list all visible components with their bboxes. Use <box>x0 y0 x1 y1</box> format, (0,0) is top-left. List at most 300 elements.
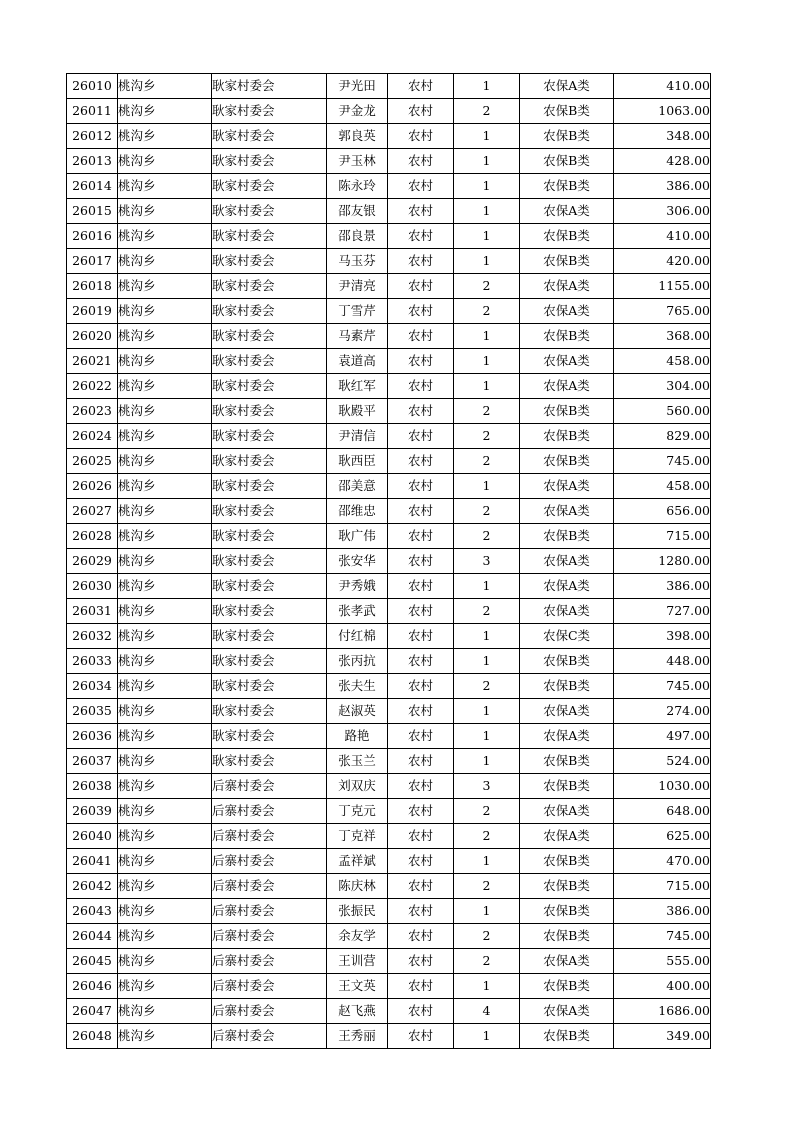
table-row <box>67 999 711 1024</box>
amount-cell: 656.00 <box>614 499 711 524</box>
person-name-cell: 张玉兰 <box>327 749 388 774</box>
table-row <box>67 624 711 649</box>
township-cell: 桃沟乡 <box>118 574 212 599</box>
table-row <box>67 149 711 174</box>
table-row <box>67 274 711 299</box>
household-count-cell: 1 <box>454 374 520 399</box>
person-name-cell: 王文英 <box>327 974 388 999</box>
village-committee-cell: 耿家村委会 <box>212 299 327 324</box>
household-count-cell: 1 <box>454 224 520 249</box>
record-id-cell: 26037 <box>67 749 118 774</box>
village-committee-cell: 耿家村委会 <box>212 474 327 499</box>
insurance-category-cell: 农保A类 <box>520 274 614 299</box>
person-name-cell: 张丙抗 <box>327 649 388 674</box>
residence-type-cell: 农村 <box>388 824 454 849</box>
township-cell: 桃沟乡 <box>118 399 212 424</box>
township-cell: 桃沟乡 <box>118 649 212 674</box>
insurance-category-cell: 农保B类 <box>520 874 614 899</box>
household-count-cell: 1 <box>454 174 520 199</box>
residence-type-cell: 农村 <box>388 674 454 699</box>
village-committee-cell: 后寨村委会 <box>212 1024 327 1049</box>
village-committee-cell: 耿家村委会 <box>212 174 327 199</box>
insurance-category-cell: 农保B类 <box>520 124 614 149</box>
person-name-cell: 陈庆林 <box>327 874 388 899</box>
person-name-cell: 丁克祥 <box>327 824 388 849</box>
record-id-cell: 26017 <box>67 249 118 274</box>
village-committee-cell: 耿家村委会 <box>212 149 327 174</box>
amount-cell: 745.00 <box>614 449 711 474</box>
record-id-cell: 26010 <box>67 74 118 99</box>
insurance-category-cell: 农保A类 <box>520 199 614 224</box>
record-id-cell: 26036 <box>67 724 118 749</box>
township-cell: 桃沟乡 <box>118 324 212 349</box>
township-cell: 桃沟乡 <box>118 774 212 799</box>
amount-cell: 745.00 <box>614 924 711 949</box>
township-cell: 桃沟乡 <box>118 224 212 249</box>
village-committee-cell: 耿家村委会 <box>212 74 327 99</box>
residence-type-cell: 农村 <box>388 499 454 524</box>
village-committee-cell: 耿家村委会 <box>212 599 327 624</box>
person-name-cell: 马玉芬 <box>327 249 388 274</box>
person-name-cell: 马素芹 <box>327 324 388 349</box>
table-row <box>67 374 711 399</box>
amount-cell: 410.00 <box>614 74 711 99</box>
residence-type-cell: 农村 <box>388 574 454 599</box>
amount-cell: 398.00 <box>614 624 711 649</box>
household-count-cell: 2 <box>454 799 520 824</box>
residence-type-cell: 农村 <box>388 899 454 924</box>
amount-cell: 348.00 <box>614 124 711 149</box>
residence-type-cell: 农村 <box>388 374 454 399</box>
residence-type-cell: 农村 <box>388 949 454 974</box>
household-count-cell: 2 <box>454 924 520 949</box>
residence-type-cell: 农村 <box>388 224 454 249</box>
residence-type-cell: 农村 <box>388 149 454 174</box>
village-committee-cell: 后寨村委会 <box>212 799 327 824</box>
household-count-cell: 1 <box>454 149 520 174</box>
residence-type-cell: 农村 <box>388 349 454 374</box>
household-count-cell: 2 <box>454 874 520 899</box>
village-committee-cell: 耿家村委会 <box>212 224 327 249</box>
township-cell: 桃沟乡 <box>118 874 212 899</box>
table-row <box>67 599 711 624</box>
residence-type-cell: 农村 <box>388 449 454 474</box>
record-id-cell: 26018 <box>67 274 118 299</box>
insurance-category-cell: 农保B类 <box>520 99 614 124</box>
ledger-table <box>66 73 711 1049</box>
village-committee-cell: 耿家村委会 <box>212 274 327 299</box>
person-name-cell: 付红棉 <box>327 624 388 649</box>
village-committee-cell: 后寨村委会 <box>212 874 327 899</box>
insurance-category-cell: 农保B类 <box>520 249 614 274</box>
household-count-cell: 2 <box>454 399 520 424</box>
person-name-cell: 余友学 <box>327 924 388 949</box>
household-count-cell: 3 <box>454 774 520 799</box>
table-row <box>67 524 711 549</box>
table-row <box>67 774 711 799</box>
amount-cell: 386.00 <box>614 899 711 924</box>
insurance-category-cell: 农保B类 <box>520 449 614 474</box>
township-cell: 桃沟乡 <box>118 724 212 749</box>
person-name-cell: 丁克元 <box>327 799 388 824</box>
residence-type-cell: 农村 <box>388 274 454 299</box>
township-cell: 桃沟乡 <box>118 449 212 474</box>
ledger-body <box>67 74 711 1049</box>
township-cell: 桃沟乡 <box>118 149 212 174</box>
table-row <box>67 799 711 824</box>
township-cell: 桃沟乡 <box>118 624 212 649</box>
insurance-category-cell: 农保A类 <box>520 574 614 599</box>
amount-cell: 1155.00 <box>614 274 711 299</box>
village-committee-cell: 后寨村委会 <box>212 824 327 849</box>
record-id-cell: 26019 <box>67 299 118 324</box>
township-cell: 桃沟乡 <box>118 174 212 199</box>
insurance-category-cell: 农保C类 <box>520 624 614 649</box>
record-id-cell: 26048 <box>67 1024 118 1049</box>
village-committee-cell: 耿家村委会 <box>212 724 327 749</box>
insurance-category-cell: 农保B类 <box>520 849 614 874</box>
village-committee-cell: 耿家村委会 <box>212 674 327 699</box>
table-row <box>67 224 711 249</box>
person-name-cell: 尹光田 <box>327 74 388 99</box>
amount-cell: 648.00 <box>614 799 711 824</box>
record-id-cell: 26022 <box>67 374 118 399</box>
village-committee-cell: 耿家村委会 <box>212 374 327 399</box>
household-count-cell: 2 <box>454 299 520 324</box>
insurance-category-cell: 农保A类 <box>520 374 614 399</box>
township-cell: 桃沟乡 <box>118 374 212 399</box>
household-count-cell: 1 <box>454 699 520 724</box>
household-count-cell: 1 <box>454 74 520 99</box>
person-name-cell: 郭良英 <box>327 124 388 149</box>
village-committee-cell: 耿家村委会 <box>212 624 327 649</box>
residence-type-cell: 农村 <box>388 749 454 774</box>
amount-cell: 1063.00 <box>614 99 711 124</box>
person-name-cell: 耿红军 <box>327 374 388 399</box>
village-committee-cell: 耿家村委会 <box>212 749 327 774</box>
record-id-cell: 26020 <box>67 324 118 349</box>
household-count-cell: 1 <box>454 899 520 924</box>
record-id-cell: 26035 <box>67 699 118 724</box>
township-cell: 桃沟乡 <box>118 924 212 949</box>
township-cell: 桃沟乡 <box>118 299 212 324</box>
amount-cell: 497.00 <box>614 724 711 749</box>
record-id-cell: 26028 <box>67 524 118 549</box>
person-name-cell: 王训营 <box>327 949 388 974</box>
residence-type-cell: 农村 <box>388 99 454 124</box>
household-count-cell: 1 <box>454 849 520 874</box>
amount-cell: 1030.00 <box>614 774 711 799</box>
village-committee-cell: 耿家村委会 <box>212 399 327 424</box>
township-cell: 桃沟乡 <box>118 274 212 299</box>
amount-cell: 625.00 <box>614 824 711 849</box>
person-name-cell: 邵友银 <box>327 199 388 224</box>
residence-type-cell: 农村 <box>388 524 454 549</box>
amount-cell: 560.00 <box>614 399 711 424</box>
table-row <box>67 874 711 899</box>
table-row <box>67 324 711 349</box>
table-row <box>67 349 711 374</box>
person-name-cell: 王秀丽 <box>327 1024 388 1049</box>
township-cell: 桃沟乡 <box>118 949 212 974</box>
township-cell: 桃沟乡 <box>118 124 212 149</box>
record-id-cell: 26047 <box>67 999 118 1024</box>
insurance-category-cell: 农保A类 <box>520 349 614 374</box>
residence-type-cell: 农村 <box>388 774 454 799</box>
township-cell: 桃沟乡 <box>118 549 212 574</box>
amount-cell: 765.00 <box>614 299 711 324</box>
household-count-cell: 2 <box>454 674 520 699</box>
table-row <box>67 849 711 874</box>
household-count-cell: 2 <box>454 824 520 849</box>
table-row <box>67 924 711 949</box>
record-id-cell: 26030 <box>67 574 118 599</box>
village-committee-cell: 耿家村委会 <box>212 499 327 524</box>
insurance-category-cell: 农保B类 <box>520 424 614 449</box>
amount-cell: 715.00 <box>614 874 711 899</box>
township-cell: 桃沟乡 <box>118 699 212 724</box>
village-committee-cell: 耿家村委会 <box>212 449 327 474</box>
record-id-cell: 26041 <box>67 849 118 874</box>
insurance-category-cell: 农保B类 <box>520 224 614 249</box>
insurance-category-cell: 农保A类 <box>520 949 614 974</box>
village-committee-cell: 耿家村委会 <box>212 99 327 124</box>
household-count-cell: 1 <box>454 474 520 499</box>
household-count-cell: 1 <box>454 574 520 599</box>
residence-type-cell: 农村 <box>388 799 454 824</box>
household-count-cell: 2 <box>454 949 520 974</box>
person-name-cell: 邵维忠 <box>327 499 388 524</box>
household-count-cell: 2 <box>454 449 520 474</box>
insurance-category-cell: 农保B类 <box>520 899 614 924</box>
amount-cell: 829.00 <box>614 424 711 449</box>
household-count-cell: 1 <box>454 349 520 374</box>
residence-type-cell: 农村 <box>388 299 454 324</box>
township-cell: 桃沟乡 <box>118 599 212 624</box>
amount-cell: 1280.00 <box>614 549 711 574</box>
household-count-cell: 1 <box>454 749 520 774</box>
village-committee-cell: 耿家村委会 <box>212 249 327 274</box>
residence-type-cell: 农村 <box>388 649 454 674</box>
record-id-cell: 26013 <box>67 149 118 174</box>
table-row <box>67 424 711 449</box>
table-row <box>67 299 711 324</box>
township-cell: 桃沟乡 <box>118 349 212 374</box>
table-row <box>67 824 711 849</box>
amount-cell: 410.00 <box>614 224 711 249</box>
household-count-cell: 2 <box>454 499 520 524</box>
insurance-category-cell: 农保B类 <box>520 524 614 549</box>
village-committee-cell: 耿家村委会 <box>212 424 327 449</box>
record-id-cell: 26032 <box>67 624 118 649</box>
table-row <box>67 474 711 499</box>
household-count-cell: 2 <box>454 599 520 624</box>
amount-cell: 524.00 <box>614 749 711 774</box>
person-name-cell: 刘双庆 <box>327 774 388 799</box>
person-name-cell: 尹金龙 <box>327 99 388 124</box>
insurance-category-cell: 农保B类 <box>520 149 614 174</box>
household-count-cell: 3 <box>454 549 520 574</box>
residence-type-cell: 农村 <box>388 549 454 574</box>
table-row <box>67 99 711 124</box>
household-count-cell: 1 <box>454 199 520 224</box>
residence-type-cell: 农村 <box>388 399 454 424</box>
household-count-cell: 1 <box>454 649 520 674</box>
table-row <box>67 499 711 524</box>
person-name-cell: 赵飞燕 <box>327 999 388 1024</box>
amount-cell: 715.00 <box>614 524 711 549</box>
residence-type-cell: 农村 <box>388 624 454 649</box>
person-name-cell: 张安华 <box>327 549 388 574</box>
village-committee-cell: 耿家村委会 <box>212 574 327 599</box>
village-committee-cell: 后寨村委会 <box>212 924 327 949</box>
residence-type-cell: 农村 <box>388 699 454 724</box>
person-name-cell: 耿西臣 <box>327 449 388 474</box>
insurance-category-cell: 农保A类 <box>520 499 614 524</box>
residence-type-cell: 农村 <box>388 924 454 949</box>
township-cell: 桃沟乡 <box>118 74 212 99</box>
table-row <box>67 574 711 599</box>
residence-type-cell: 农村 <box>388 324 454 349</box>
amount-cell: 304.00 <box>614 374 711 399</box>
record-id-cell: 26012 <box>67 124 118 149</box>
residence-type-cell: 农村 <box>388 999 454 1024</box>
record-id-cell: 26046 <box>67 974 118 999</box>
amount-cell: 555.00 <box>614 949 711 974</box>
insurance-category-cell: 农保B类 <box>520 674 614 699</box>
record-id-cell: 26029 <box>67 549 118 574</box>
insurance-category-cell: 农保A类 <box>520 549 614 574</box>
record-id-cell: 26016 <box>67 224 118 249</box>
household-count-cell: 2 <box>454 274 520 299</box>
household-count-cell: 2 <box>454 99 520 124</box>
amount-cell: 368.00 <box>614 324 711 349</box>
record-id-cell: 26023 <box>67 399 118 424</box>
person-name-cell: 张夫生 <box>327 674 388 699</box>
township-cell: 桃沟乡 <box>118 1024 212 1049</box>
record-id-cell: 26011 <box>67 99 118 124</box>
township-cell: 桃沟乡 <box>118 824 212 849</box>
person-name-cell: 耿广伟 <box>327 524 388 549</box>
insurance-category-cell: 农保B类 <box>520 174 614 199</box>
residence-type-cell: 农村 <box>388 599 454 624</box>
household-count-cell: 2 <box>454 424 520 449</box>
township-cell: 桃沟乡 <box>118 199 212 224</box>
person-name-cell: 路艳 <box>327 724 388 749</box>
village-committee-cell: 后寨村委会 <box>212 974 327 999</box>
household-count-cell: 1 <box>454 724 520 749</box>
residence-type-cell: 农村 <box>388 199 454 224</box>
amount-cell: 386.00 <box>614 174 711 199</box>
village-committee-cell: 耿家村委会 <box>212 124 327 149</box>
household-count-cell: 1 <box>454 324 520 349</box>
township-cell: 桃沟乡 <box>118 499 212 524</box>
table-row <box>67 949 711 974</box>
village-committee-cell: 后寨村委会 <box>212 999 327 1024</box>
insurance-category-cell: 农保B类 <box>520 324 614 349</box>
village-committee-cell: 后寨村委会 <box>212 774 327 799</box>
person-name-cell: 邵良景 <box>327 224 388 249</box>
amount-cell: 400.00 <box>614 974 711 999</box>
household-count-cell: 1 <box>454 124 520 149</box>
person-name-cell: 尹清亮 <box>327 274 388 299</box>
residence-type-cell: 农村 <box>388 1024 454 1049</box>
table-row <box>67 649 711 674</box>
residence-type-cell: 农村 <box>388 74 454 99</box>
township-cell: 桃沟乡 <box>118 524 212 549</box>
township-cell: 桃沟乡 <box>118 999 212 1024</box>
table-row <box>67 124 711 149</box>
record-id-cell: 26021 <box>67 349 118 374</box>
insurance-category-cell: 农保A类 <box>520 824 614 849</box>
table-row <box>67 974 711 999</box>
table-row <box>67 899 711 924</box>
village-committee-cell: 耿家村委会 <box>212 349 327 374</box>
person-name-cell: 赵淑英 <box>327 699 388 724</box>
amount-cell: 458.00 <box>614 474 711 499</box>
record-id-cell: 26024 <box>67 424 118 449</box>
township-cell: 桃沟乡 <box>118 749 212 774</box>
insurance-category-cell: 农保A类 <box>520 299 614 324</box>
village-committee-cell: 后寨村委会 <box>212 949 327 974</box>
record-id-cell: 26039 <box>67 799 118 824</box>
township-cell: 桃沟乡 <box>118 474 212 499</box>
household-count-cell: 1 <box>454 624 520 649</box>
person-name-cell: 张孝武 <box>327 599 388 624</box>
table-row <box>67 549 711 574</box>
insurance-category-cell: 农保A类 <box>520 474 614 499</box>
person-name-cell: 丁雪芹 <box>327 299 388 324</box>
household-count-cell: 1 <box>454 1024 520 1049</box>
village-committee-cell: 后寨村委会 <box>212 899 327 924</box>
village-committee-cell: 耿家村委会 <box>212 649 327 674</box>
amount-cell: 727.00 <box>614 599 711 624</box>
record-id-cell: 26014 <box>67 174 118 199</box>
residence-type-cell: 农村 <box>388 724 454 749</box>
amount-cell: 386.00 <box>614 574 711 599</box>
village-committee-cell: 后寨村委会 <box>212 849 327 874</box>
record-id-cell: 26040 <box>67 824 118 849</box>
insurance-category-cell: 农保A类 <box>520 999 614 1024</box>
township-cell: 桃沟乡 <box>118 674 212 699</box>
amount-cell: 470.00 <box>614 849 711 874</box>
township-cell: 桃沟乡 <box>118 849 212 874</box>
person-name-cell: 张振民 <box>327 899 388 924</box>
village-committee-cell: 耿家村委会 <box>212 199 327 224</box>
record-id-cell: 26045 <box>67 949 118 974</box>
insurance-category-cell: 农保A类 <box>520 74 614 99</box>
record-id-cell: 26026 <box>67 474 118 499</box>
amount-cell: 458.00 <box>614 349 711 374</box>
table-row <box>67 1024 711 1049</box>
record-id-cell: 26031 <box>67 599 118 624</box>
village-committee-cell: 耿家村委会 <box>212 549 327 574</box>
insurance-category-cell: 农保B类 <box>520 774 614 799</box>
person-name-cell: 袁道高 <box>327 349 388 374</box>
table-row <box>67 749 711 774</box>
residence-type-cell: 农村 <box>388 874 454 899</box>
residence-type-cell: 农村 <box>388 124 454 149</box>
table-row <box>67 74 711 99</box>
residence-type-cell: 农村 <box>388 974 454 999</box>
record-id-cell: 26033 <box>67 649 118 674</box>
person-name-cell: 邵美意 <box>327 474 388 499</box>
person-name-cell: 尹清信 <box>327 424 388 449</box>
table-row <box>67 249 711 274</box>
record-id-cell: 26044 <box>67 924 118 949</box>
table-row <box>67 724 711 749</box>
record-id-cell: 26025 <box>67 449 118 474</box>
